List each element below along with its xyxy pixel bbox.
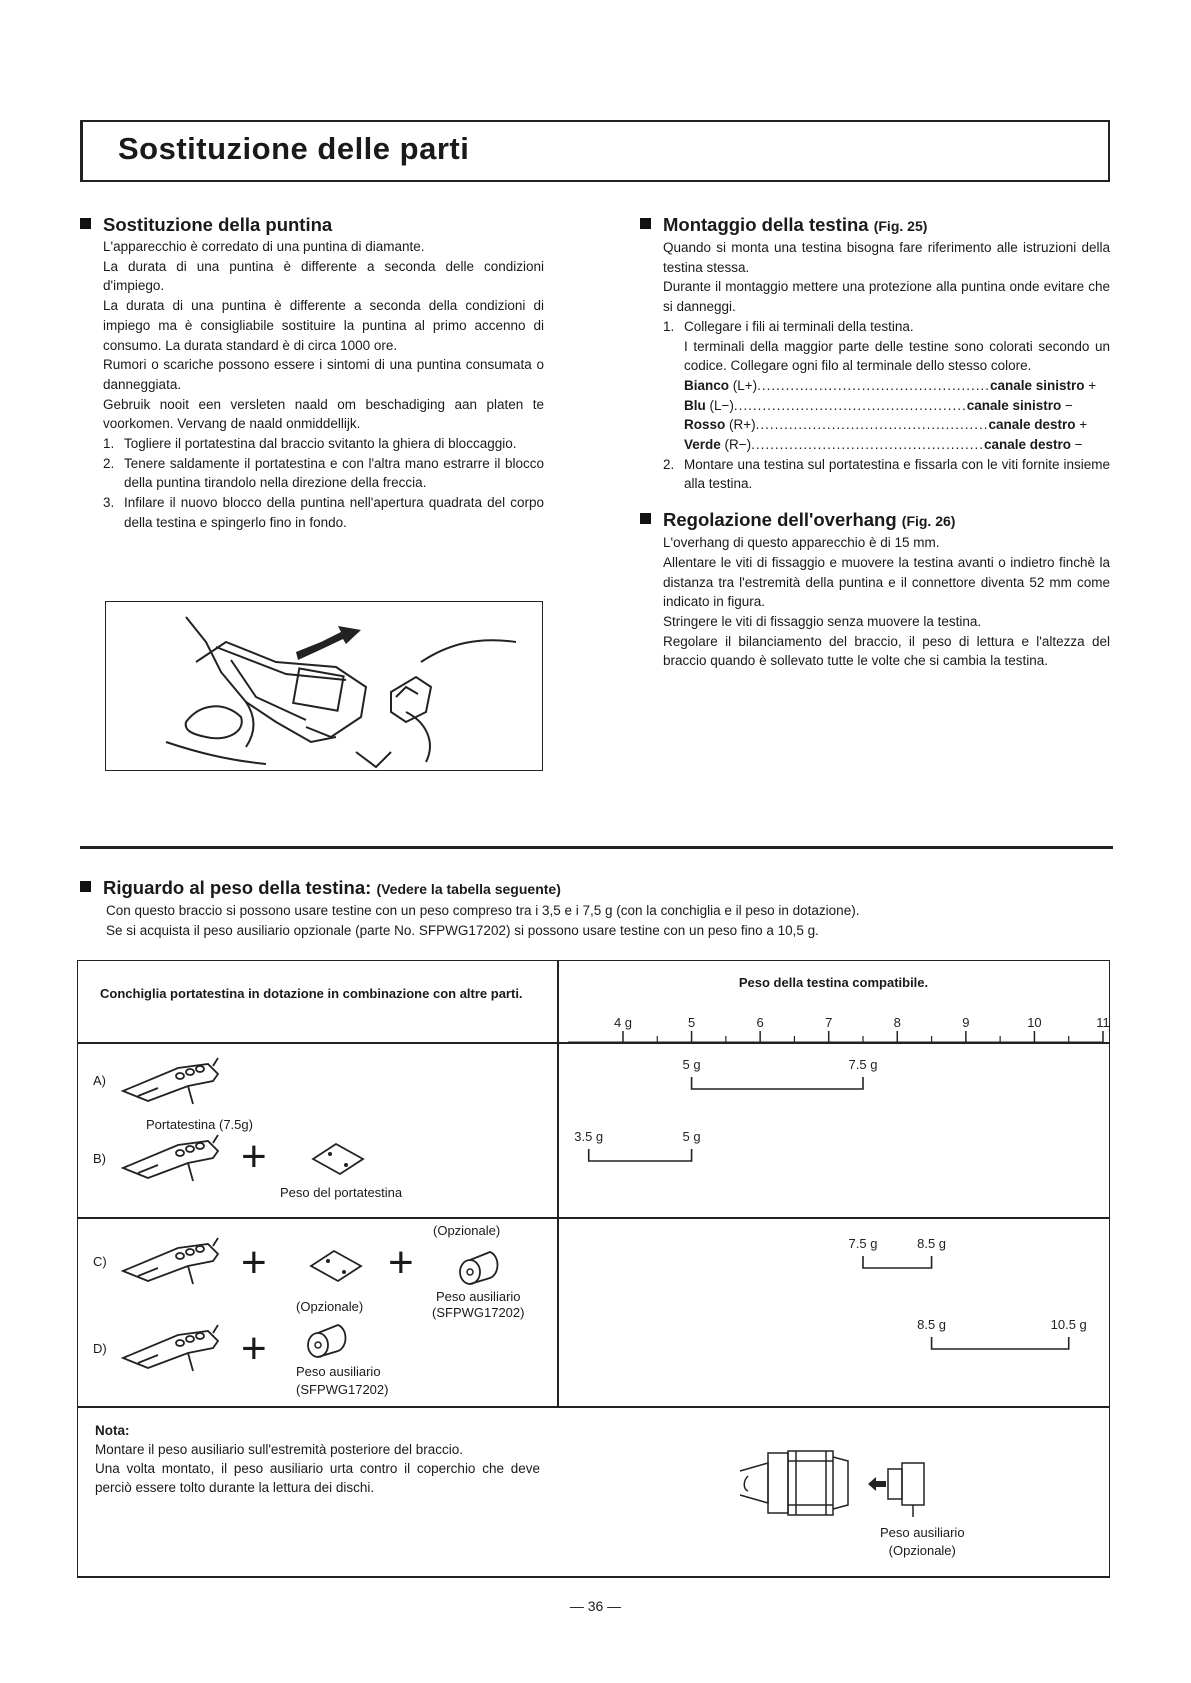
stylus-paragraph: La durata di una puntina è differente a seconda delle condizioni d'impiego.: [103, 258, 544, 294]
weight-line: Con questo braccio si possono usare testine con un peso compreso tra i 3,5 e i 7,5 g (con la conchiglia e il peso in dotazione).: [106, 903, 860, 918]
overhang-heading: Regolazione dell'overhang (Fig. 26): [640, 508, 1110, 533]
weight-caption: Peso del portatestina: [280, 1185, 403, 1200]
bullet-square-icon: [80, 218, 91, 229]
axis-tick-label: 6: [756, 1015, 764, 1030]
range-from-label: 7.5 g: [848, 1236, 878, 1251]
stylus-paragraph: L'apparecchio è corredato di una puntina di diamante.: [103, 239, 425, 254]
stylus-paragraph: La durata di una puntina è differente a seconda della condizioni di impiego ma è consigliabile sostituire la puntina al primo accenno di consumo. La durata standard è di circa 1000 ore.: [103, 298, 544, 353]
optional-caption: (Opzionale): [433, 1223, 501, 1238]
axis-tick-label: 7: [825, 1015, 833, 1030]
stylus-heading: Sostituzione della puntina: [80, 213, 544, 237]
stylus-illustration: [106, 602, 541, 769]
axis-tick-label: 9: [962, 1015, 970, 1030]
range-bracket-C: [863, 1256, 932, 1268]
weight-table: [77, 960, 1110, 1578]
range-bracket-B: [589, 1149, 692, 1161]
axis-tick-label: 4 g: [613, 1015, 633, 1030]
row-label: A): [93, 1073, 106, 1088]
range-to-label: 8.5 g: [917, 1236, 947, 1251]
plus-icon: +: [241, 1324, 267, 1373]
list-item: 1. Collegare i fili ai terminali della testina. I terminali della maggior parte delle testine sono colorati secondo un codice. Collegare ogni filo al terminale dello stesso colore. Bianco (L+) ................................................. canale sinistro + Blu (L−) ................................................. canale sinistro − Rosso (R+) ................................................. canale destro + Verde (R−) ................................................. canale destro −: [640, 317, 1110, 455]
range-to-label: 10.5 g: [1050, 1317, 1087, 1332]
headshell-caption: Portatestina (7.5g): [146, 1117, 253, 1132]
headshell-icon: [118, 1323, 228, 1378]
wire-row: Verde (R−) ................................................. canale destro −: [684, 437, 1083, 453]
auxiliary-caption: Peso ausiliario (SFPWG17202): [296, 1364, 389, 1397]
plus-icon: +: [241, 1132, 267, 1181]
range-to-label: 5 g: [682, 1129, 701, 1144]
bullet-square-icon: [640, 513, 651, 524]
section-divider: [80, 846, 1113, 849]
headshell-icon: [118, 1236, 228, 1291]
note-line: Una volta montato, il peso ausiliario urta contro il coperchio che deve perciò essere tolto durante la lettura dei dischi.: [95, 1461, 540, 1495]
range-from-label: 8.5 g: [917, 1317, 947, 1332]
row-label: B): [93, 1151, 106, 1166]
note-figure-caption: Peso ausiliario (Opzionale): [880, 1525, 965, 1558]
mounting-paragraph: Durante il montaggio mettere una protezione alla puntina onde evitare che si danneggi.: [663, 279, 1110, 315]
overhang-paragraph: L'overhang di questo apparecchio è di 15 mm.: [663, 535, 940, 551]
axis-tick-label: 10: [1027, 1015, 1042, 1030]
overhang-paragraph: Stringere le viti di fissaggio senza muovere la testina.: [663, 613, 982, 629]
stylus-paragraph: Gebruik nooit een versleten naald om beschadiging aan platen te voorkomen. Vervang de naald onmiddellijk.: [103, 396, 544, 432]
headshell-weight-icon: [306, 1246, 366, 1286]
right-header: Peso della testina compatibile.: [738, 975, 929, 990]
weight-line: Se si acquista il peso ausiliario opzionale (parte No. SFPWG17202) si possono usare testine con un peso fino a 10,5 g.: [106, 922, 819, 938]
plus-icon: +: [388, 1238, 414, 1287]
optional-caption: (Opzionale): [296, 1299, 364, 1314]
bullet-square-icon: [80, 881, 91, 892]
overhang-paragraph: Regolare il bilanciamento del braccio, il peso di lettura e l'altezza del braccio quando è sollevato tutte le volte che si cambia la testina.: [663, 633, 1110, 669]
page-title: Sostituzione delle parti: [118, 131, 470, 166]
note-title: Nota:: [95, 1423, 130, 1438]
page-number: — 36 —: [569, 1598, 622, 1614]
wire-row: Bianco (L+) ................................................. canale sinistro +: [684, 377, 1097, 393]
auxiliary-caption: Peso ausiliario (SFPWG17202): [432, 1289, 525, 1320]
auxiliary-weight-icon: [304, 1319, 350, 1361]
note-block: [95, 1421, 540, 1497]
axis-tick-label: 11: [1096, 1015, 1110, 1030]
headshell-icon: [118, 1056, 228, 1111]
list-item: 2. Tenere saldamente il portatestina e con l'altra mano estrarre il blocco della puntina tirandolo nella direzione della freccia.: [103, 455, 544, 491]
list-item: 3. Infilare il nuovo blocco della puntina nell'apertura quadrata del corpo della testina e spingerlo fino in fondo.: [103, 495, 544, 530]
row-label: D): [93, 1341, 107, 1356]
range-from-label: 5 g: [682, 1057, 701, 1072]
left-header: Conchiglia portatestina in dotazione in combinazione con altre parti.: [100, 986, 523, 1001]
list-item: 2. Montare una testina sul portatestina e fissarla con le viti fornite insieme alla testina.: [663, 456, 1110, 492]
bullet-square-icon: [640, 218, 651, 229]
overhang-paragraph: Allentare le viti di fissaggio e muovere la testina avanti o indietro finchè la distanza tra l'estremità della puntina e il connettore diventa 52 mm come indicato in figura.: [663, 554, 1110, 610]
mounting-section: [640, 213, 1110, 671]
mounting-heading: Montaggio della testina (Fig. 25): [640, 213, 1110, 238]
weight-section: [80, 876, 1110, 940]
note-line: Montare il peso ausiliario sull'estremità posteriore del braccio.: [95, 1442, 463, 1457]
plus-icon: +: [241, 1238, 267, 1287]
weight-range-chart: [558, 961, 1109, 1406]
list-item: 1. Togliere il portatestina dal braccio svitanto la ghiera di bloccaggio.: [103, 436, 517, 452]
headshell-icon: [118, 1133, 228, 1188]
row-label: C): [93, 1254, 107, 1269]
range-from-label: 3.5 g: [574, 1129, 604, 1144]
stylus-replacement-figure: [105, 601, 543, 771]
range-to-label: 7.5 g: [848, 1057, 878, 1072]
stylus-section: [80, 213, 544, 533]
weight-heading: Riguardo al peso della testina: (Vedere la tabella seguente): [80, 876, 1110, 901]
wire-row: Rosso (R+) ................................................. canale destro +: [684, 417, 1088, 433]
wire-row: Blu (L−) ................................................. canale sinistro −: [684, 397, 1073, 413]
auxiliary-weight-icon: [456, 1246, 502, 1288]
axis-tick-label: 8: [893, 1015, 901, 1030]
axis-tick-label: 5: [687, 1015, 696, 1030]
range-bracket-A: [692, 1077, 863, 1089]
headshell-weight-icon: [308, 1139, 368, 1179]
range-bracket-D: [932, 1337, 1069, 1349]
mounting-paragraph: Quando si monta una testina bisogna fare riferimento alle istruzioni della testina stessa.: [663, 240, 1110, 275]
stylus-paragraph: Rumori o scariche possono essere i sintomi di una puntina consumata o danneggiata.: [103, 357, 544, 392]
